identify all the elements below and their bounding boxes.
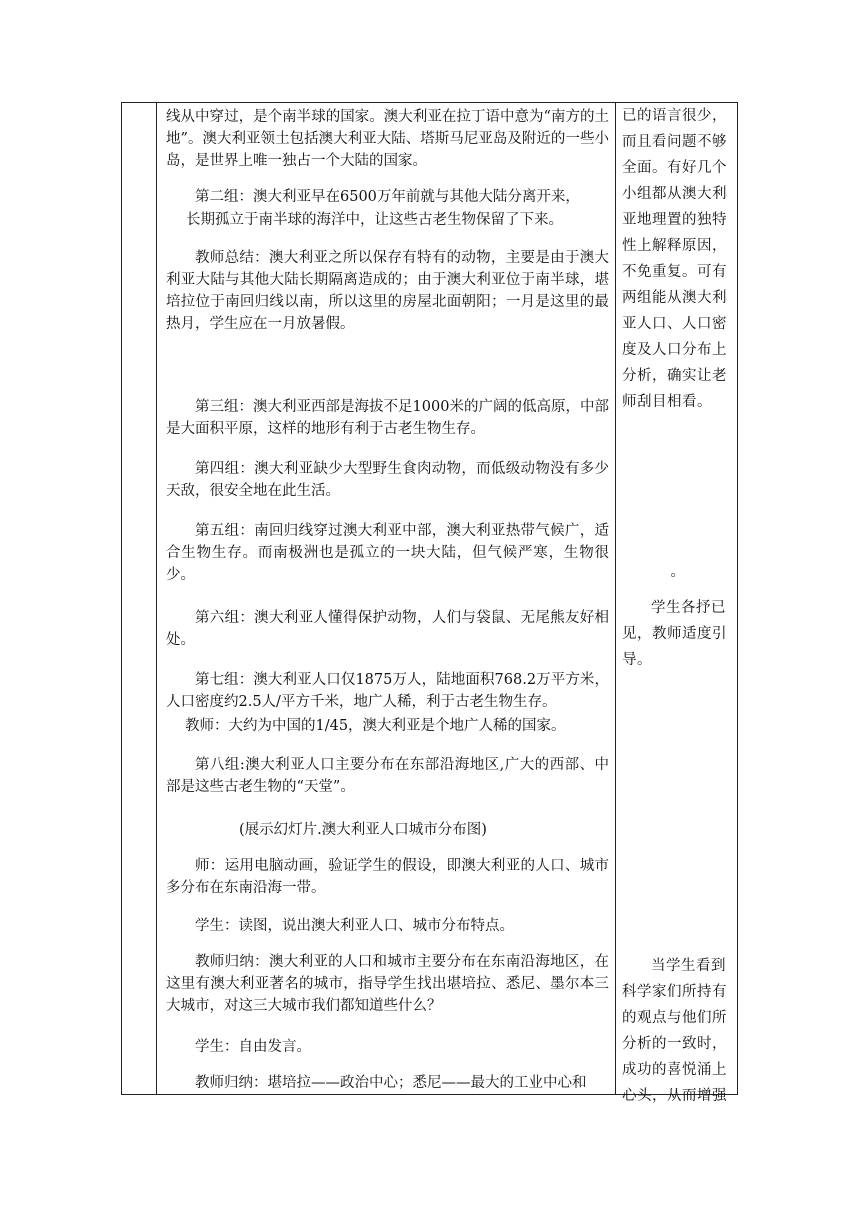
- paragraph-student-speak: 学生：自由发言。: [195, 1039, 311, 1055]
- paragraph-group-7: 第七组：澳大利亚人口仅1875万人，陆地面积768.2万平方米，人口密度约2.5人/平方千米，地广人稀，利于古老生物生存。: [166, 672, 609, 710]
- paragraph-group-2: 第二组：澳大利亚早在6500万年前就与其他大陆分离开来，: [195, 189, 580, 205]
- paragraph-teacher-induction: 教师归纳：澳大利亚的人口和城市主要分布在东南沿海地区，在这里有澳大利亚著名的城市，指导学生找出堪培拉、悉尼、墨尔本三大城市，对这三大城市我们都知道些什么？: [166, 954, 609, 1014]
- paragraph-group-4: 第四组：澳大利亚缺少大型野生食肉动物，而低级动物没有多少天敌，很安全地在此生活。: [166, 461, 609, 499]
- note-success-joy: 当学生看到科学家们所持有的观点与他们所分析的一致时，成功的喜悦涌上心头，从而增强: [622, 958, 727, 1104]
- paragraph-teacher-summary: 教师总结：澳大利亚之所以保存有特有的动物，主要是由于澳大利亚大陆与其他大陆长期隔离造成的；由于澳大利亚位于南半球，堪培拉位于南回归线以南，所以这里的房屋北面朝阳；一月是这里的最热月，学生应在一月放暑假。: [166, 250, 609, 332]
- column-divider-left: [156, 103, 157, 1094]
- column-divider-right: [615, 103, 616, 1094]
- paragraph-group-8: 第八组:澳大利亚人口主要分布在东部沿海地区,广大的西部、中部是这些古老生物的“天堂”。: [166, 757, 609, 795]
- paragraph-student-read-map: 学生：读图，说出澳大利亚人口、城市分布特点。: [195, 918, 514, 934]
- paragraph-group-5: 第五组：南回归线穿过澳大利亚中部，澳大利亚热带气候广，适合生物生存。而南极洲也是孤立的一块大陆，但气候严寒，生物很少。: [166, 523, 609, 583]
- paragraph-teacher-animation: 师：运用电脑动画，验证学生的假设，即澳大利亚的人口、城市多分布在东南沿海一带。: [166, 858, 609, 896]
- paragraph-slide-note: (展示幻灯片.澳大利亚人口城市分布图): [239, 822, 487, 838]
- paragraph-group-6: 第六组：澳大利亚人懂得保护动物，人们与袋鼠、无尾熊友好相处。: [166, 610, 609, 648]
- paragraph-teacher-cities: 教师归纳：堪培拉——政治中心；悉尼——最大的工业中心和: [195, 1075, 587, 1091]
- paragraph-teacher-comment: 教师：大约为中国的1/45，澳大利亚是个地广人稀的国家。: [185, 718, 566, 734]
- lesson-table: [121, 102, 738, 1104]
- paragraph-australia-intro: 线从中穿过，是个南半球的国家。澳大利亚在拉丁语中意为“南方的土地”。澳大利亚领土包括澳大利亚大陆、塔斯马尼亚岛及附近的一些小岛，是世界上唯一独占一个大陆的国家。: [166, 109, 609, 169]
- note-students-express: 学生各抒已见，教师适度引导。: [622, 600, 727, 668]
- paragraph-group-3: 第三组：澳大利亚西部是海拔不足1000米的广阔的低高原，中部是大面积平原，这样的地形有利于古老生物生存。: [166, 399, 609, 437]
- note-period: 。: [670, 564, 686, 580]
- paragraph-group-2-cont: 长期孤立于南半球的海洋中，让这些古老生物保留了下来。: [186, 212, 563, 228]
- note-student-language: 已的语言很少，而且看问题不够全面。有好几个小组都从澳大利亚地理置的独特性上解释原因，不免重复。可有两组能从澳大利亚人口、人口密度及人口分布上分析，确实让老师刮目相看。: [622, 108, 727, 410]
